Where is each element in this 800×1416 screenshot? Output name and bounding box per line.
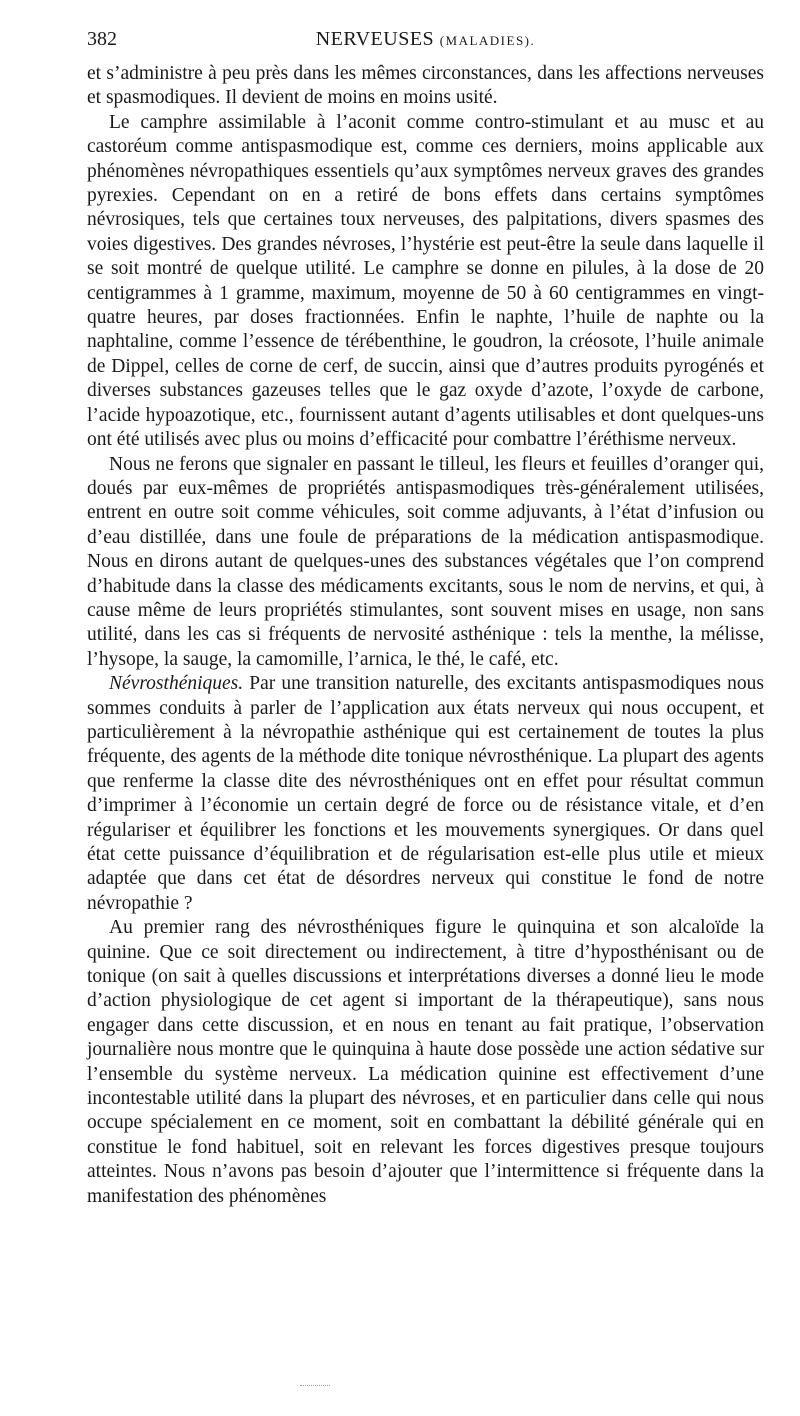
page-body	[87, 62, 764, 1209]
paragraph-3: Nous ne ferons que signaler en passant le tilleul, les fleurs et feuilles d’oranger qui, doués par eux-mêmes de propriétés antispasmodiques très-généralement utilisées, entrent en outre soit comme véhicules, soit comme adjuvants, à l’état d’infusion ou d’eau distillée, dans une foule de préparations de la médication antispasmodique. Nous en dirons autant de quelques-unes des substances végétales que l’on comprend d’habitude dans la classe des médicaments excitants, sous le nom de nervins, et qui, à cause même de leurs propriétés stimulantes, sont souvent mises en usage, non sans utilité, dans les cas si fréquents de nervosité asthénique : tels la menthe, la mélisse, l’hysope, la sauge, la camomille, l’arnica, le thé, le café, etc.	[87, 453, 764, 670]
paragraph-1: et s’administre à peu près dans les mêmes circonstances, dans les affections nerveuses et spasmodiques. Il devient de moins en moins usité.	[87, 63, 764, 109]
paragraph-4-text: Par une transition naturelle, des excitants antispasmodiques nous sommes conduits à parler de l’application aux états nerveux qui nous occupent, et particulièrement à la névropathie asthénique qui est certainement de toutes la plus fréquente, des agents de la méthode dite tonique névrosthénique. La plupart des agents que renferme la classe dite des névrosthéniques ont en effet pour résultat commun d’imprimer à l’économie un certain degré de force ou de résistance vitale, et d’en régulariser et équilibrer les fonctions et les mouvements synergiques. Or dans quel état cette puissance d’équilibration et de régularisation est-elle plus utile et mieux adaptée que dans cet état de désordres nerveux qui constitue le fond de notre névropathie ?	[87, 673, 764, 914]
paragraph-4	[87, 672, 764, 916]
bottom-rule	[300, 1385, 330, 1386]
paragraph-2: Le camphre assimilable à l’aconit comme contro-stimulant et au musc et au castoréum comme antispasmodique est, comme ces derniers, moins applicable aux phénomènes névropathiques essentiels qu’aux symptômes nerveux graves des grandes pyrexies. Cependant on en a retiré de bons effets dans certains symptômes névrosiques, tels que certaines toux nerveuses, des palpitations, divers spasmes des voies digestives. Des grandes névroses, l’hystérie est peut-être la seule dans laquelle il se soit montré de quelque utilité. Le camphre se donne en pilules, à la dose de 20 centigrammes à 1 gramme, maximum, moyenne de 50 à 60 centigrammes en vingt-quatre heures, par doses fractionnées. Enfin le naphte, l’huile de naphte ou la naphtaline, comme l’essence de térébenthine, le goudron, la créosote, l’huile animale de Dippel, celles de corne de cerf, de succin, ainsi que d’autres produits pyrogénés et diverses substances gazeuses telles que le gaz oxyde d’azote, l’oxyde de carbone, l’acide hypoazotique, etc., fournissent autant d’agents utilisables et dont quelques-uns ont été utilisés avec plus ou moins d’efficacité pour combattre l’éréthisme nerveux.	[87, 111, 764, 451]
section-heading-nevrostheniques: Névrosthéniques.	[109, 673, 244, 695]
running-head-title: NERVEUSES	[315, 28, 435, 50]
running-head	[87, 28, 764, 51]
page-number: 382	[87, 28, 117, 50]
page-header	[87, 22, 764, 52]
running-head-subtitle: (MALADIES).	[439, 33, 536, 48]
paragraph-5: Au premier rang des névrosthéniques figure le quinquina et son alcaloïde la quinine. Que ce soit directement ou indirectement, à titre d’hyposthénisant ou de tonique (on sait à quelles discussions et interprétations diverses a donné lieu le mode d’action physiologique de cet agent si important de la thérapeutique), sans nous engager dans cette discussion, et en nous en tenant au fait pratique, l’observation journalière nous montre que le quinquina à haute dose possède une action sédative sur l’ensemble du système nerveux. La médication quinine est effectivement d’une incontestable utilité dans la plupart des névroses, et en particulier dans celle qui nous occupe spécialement en ce moment, soit en combattant la débilité générale qui en constitue le fond habituel, soit en relevant les forces digestives presque toujours atteintes. Nous n’avons pas besoin d’ajouter que l’intermittence si fréquente dans la manifestation des phénomènes	[87, 917, 764, 1207]
